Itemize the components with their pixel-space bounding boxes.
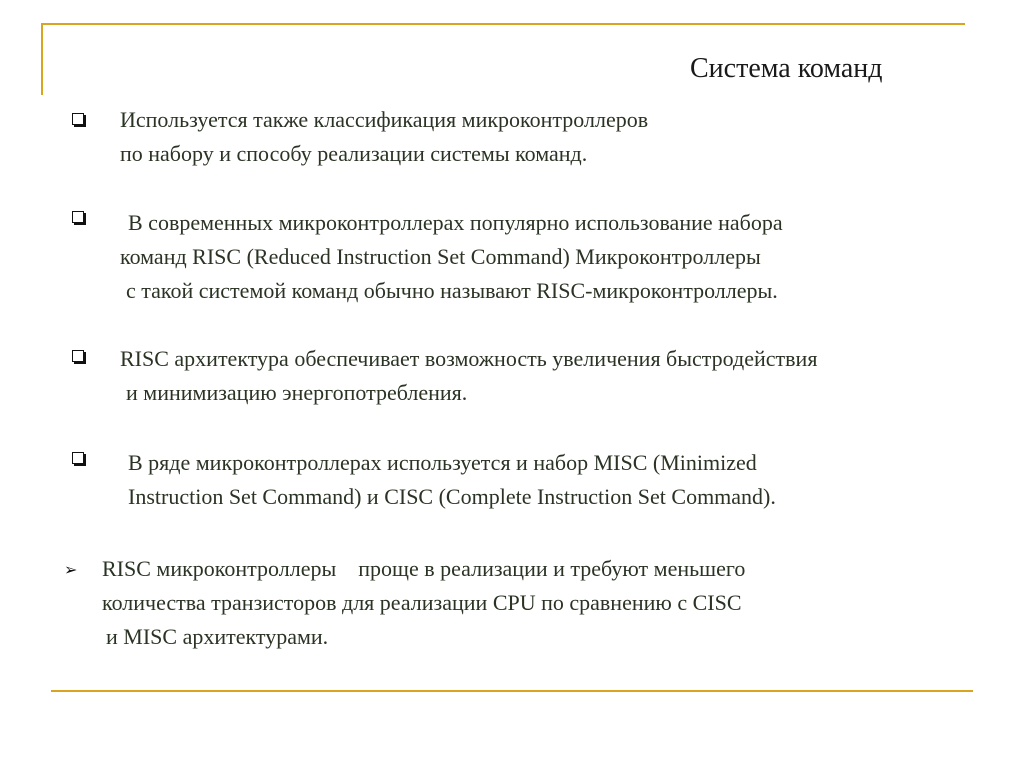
bullet-3-line-2: и минимизацию энергопотребления. <box>126 380 468 405</box>
frame-bottom-rule <box>51 690 973 692</box>
square-bullet-icon <box>72 452 84 464</box>
conclusion-line-1: RISC микроконтроллеры проще в реализации и требуют меньшего <box>102 556 746 581</box>
square-bullet-icon <box>72 350 84 362</box>
bullet-item-3 <box>120 342 817 410</box>
bullet-2-line-3: с такой системой команд обычно называют RISC-микроконтроллеры. <box>126 278 778 303</box>
bullet-item-1 <box>120 103 648 171</box>
bullet-3-line-1: RISC архитектура обеспечивает возможность увеличения быстродействия <box>120 346 818 371</box>
arrow-bullet-icon: ➢ <box>64 560 78 579</box>
bullet-4-line-2: Instruction Set Command) и CISC (Complete Instruction Set Command). <box>128 484 776 509</box>
bullet-4-line-1: В ряде микроконтроллерах используется и набор MISC (Minimized <box>128 450 757 475</box>
conclusion-line-2: количества транзисторов для реализации CPU по сравнению с CISC <box>102 590 742 615</box>
bullet-item-4 <box>128 446 776 514</box>
bullet-2-line-2: команд RISC (Reduced Instruction Set Command) Микроконтроллеры <box>120 244 761 269</box>
slide-title: Система команд <box>690 53 883 84</box>
bullet-2-line-1: В современных микроконтроллерах популярно использование набора <box>128 210 783 235</box>
frame-top-rule <box>41 23 965 25</box>
frame-left-rule <box>41 23 43 95</box>
conclusion-item <box>102 552 745 654</box>
bullet-1-line-1: Используется также классификация микроконтроллеров <box>120 107 649 132</box>
bullet-1-line-2: по набору и способу реализации системы команд. <box>120 141 588 166</box>
conclusion-line-3: и MISC архитектурами. <box>106 624 329 649</box>
bullet-item-2 <box>120 206 783 308</box>
square-bullet-icon <box>72 211 84 223</box>
square-bullet-icon <box>72 113 84 125</box>
